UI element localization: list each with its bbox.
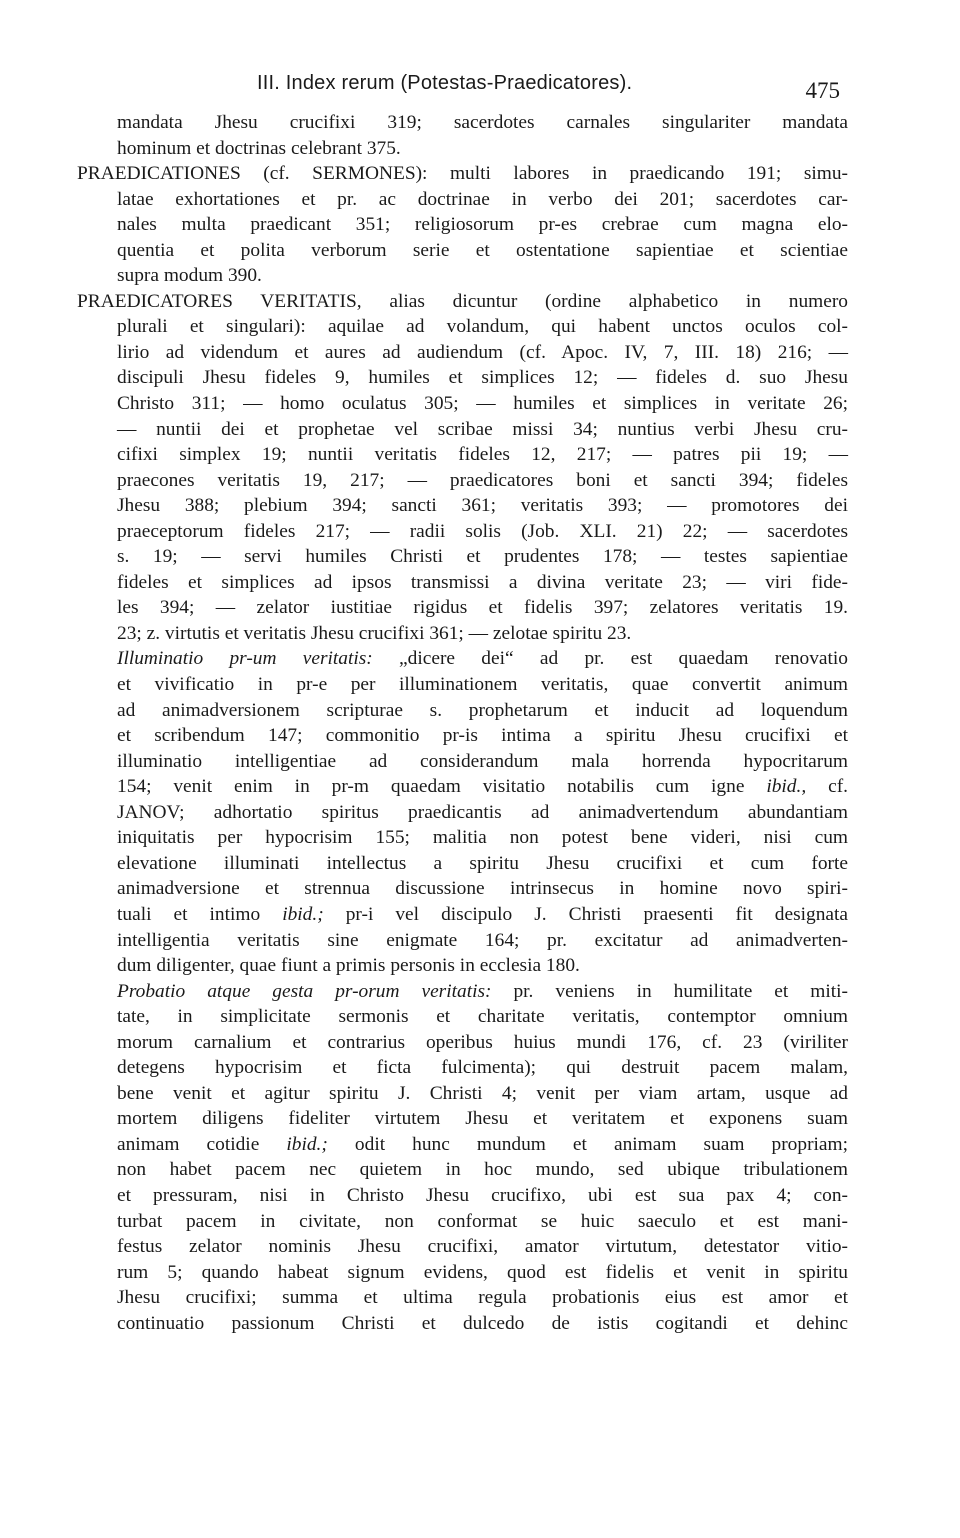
line-text: pr-i vel discipulo J. Christi praesenti fit designata xyxy=(323,903,848,925)
line-text: odit hunc mundum et animam suam propriam; xyxy=(327,1133,848,1155)
text-line xyxy=(117,902,848,928)
text-line: quentia et polita verborum serie et ostentatione sapientiae et scientiae xyxy=(117,239,848,261)
text-line: discipuli Jhesu fideles 9, humiles et simplices 12; — fideles d. suo Jhesu xyxy=(117,367,848,389)
page-header xyxy=(117,70,848,110)
line-text: animam cotidie xyxy=(117,1133,287,1155)
text-line: — nuntii dei et prophetae vel scribae missi 34; nuntius verbi Jhesu cru- xyxy=(117,418,848,440)
text-line: dum diligenter, quae fiunt a primis personis in ecclesia 180. xyxy=(117,955,580,977)
text-line: animadversione et strennua discussione intrinsecus in homine novo spiri- xyxy=(117,878,848,900)
text-line: JANOV; adhortatio spiritus praedicantis ad animadvertendum abundantiam xyxy=(117,801,848,823)
line-text: cf. xyxy=(806,776,849,798)
page-number: 475 xyxy=(805,78,840,103)
text-line xyxy=(117,774,848,800)
text-line: s. 19; — servi humiles Christi et prudentes 178; — testes sapientiae xyxy=(117,546,848,568)
ibid-reference: ibid., xyxy=(766,776,807,798)
text-line: PRAEDICATORES VERITATIS, alias dicuntur (ordine alphabetico in numero xyxy=(77,290,848,312)
text-line: intelligentia veritatis sine enigmate 164; pr. excitatur ad animadverten- xyxy=(117,929,848,951)
text-line: mandata Jhesu crucifixi 319; sacerdotes carnales singulariter mandata xyxy=(117,112,848,133)
text-line: Jhesu crucifixi; summa et ultima regula probationis eius est amor et xyxy=(117,1287,848,1309)
text-line xyxy=(117,646,848,672)
text-line: supra modum 390. xyxy=(117,265,262,287)
index-text xyxy=(77,110,849,1336)
text-line: et pressuram, nisi in Christo Jhesu crucifixo, ubi est sua pax 4; con- xyxy=(117,1184,848,1206)
text-line: continuatio passionum Christi et dulcedo de istis cogitandi et dehinc xyxy=(117,1312,848,1334)
ibid-reference: ibid.; xyxy=(282,903,324,925)
line-text: 154; venit enim in pr-m quaedam visitatio notabilis cum igne xyxy=(117,776,767,798)
text-line: non habet pacem nec quietem in hoc mundo, sed ubique tribulationem xyxy=(117,1159,848,1181)
page xyxy=(77,70,849,1336)
text-line: nales multa praedicant 351; religiosorum pr-es crebrae cum magna elo- xyxy=(117,214,848,236)
text-line: iniquitatis per hypocrisim 155; malitia non potest bene videri, nisi cum xyxy=(117,827,848,849)
text-line: cifixi simplex 19; nuntii veritatis fideles 12, 217; — patres pii 19; — xyxy=(117,444,848,466)
text-line xyxy=(117,979,848,1005)
line-text: tuali et intimo xyxy=(117,903,283,925)
text-line: lirio ad videndum et aures ad audiendum (cf. Apoc. IV, 7, III. 18) 216; — xyxy=(117,341,848,363)
text-line: PRAEDICATIONES (cf. SERMONES): multi labores in praedicando 191; simu- xyxy=(77,163,848,185)
line-text: „dicere dei“ ad pr. est quaedam renovatio xyxy=(372,648,848,670)
text-line: morum carnalium et contrarius operibus huius mundi 176, cf. 23 (viriliter xyxy=(117,1031,848,1053)
text-line xyxy=(117,1132,848,1158)
text-line: Jhesu 388; plebium 394; sancti 361; veritatis 393; — promotores dei xyxy=(117,495,848,517)
text-line: plurali et singulari): aquilae ad volandum, qui habent unctos oculos col- xyxy=(117,316,848,338)
subheading: Illuminatio pr-um veritatis: xyxy=(117,648,373,670)
text-line: praeceptorum fideles 217; — radii solis (Job. XLI. 21) 22; — sacerdotes xyxy=(117,520,848,542)
text-line: et scribendum 147; commonitio pr-is intima a spiritu Jhesu crucifixi et xyxy=(117,725,848,747)
text-line: rum 5; quando habeat signum evidens, quod est fidelis et venit in spiritu xyxy=(117,1261,848,1283)
text-line: illuminatio intelligentiae ad considerandum mala horrenda hypocritarum xyxy=(117,750,848,772)
text-line: mortem diligens fideliter virtutem Jhesu et veritatem et exponens suam xyxy=(117,1108,848,1130)
text-line: tate, in simplicitate sermonis et charitate veritatis, contemptor omnium xyxy=(117,1006,848,1028)
subheading: Probatio atque gesta pr-orum veritatis: xyxy=(117,980,492,1002)
text-line: detegens hypocrisim et ficta fulcimenta); qui destruit pacem malam, xyxy=(117,1057,848,1079)
text-line: latae exhortationes et pr. ac doctrinae in verbo dei 201; sacerdotes car- xyxy=(117,188,848,210)
text-line: turbat pacem in civitate, non conformat se huic saeculo et est mani- xyxy=(117,1210,848,1232)
text-line: elevatione illuminati intellectus a spiritu Jhesu crucifixi et cum forte xyxy=(117,852,848,874)
text-line: 23; z. virtutis et veritatis Jhesu crucifixi 361; — zelotae spiritu 23. xyxy=(117,622,632,644)
text-line: les 394; — zelator iustitiae rigidus et fidelis 397; zelatores veritatis 19. xyxy=(117,597,848,619)
text-line: praecones veritatis 19, 217; — praedicatores boni et sancti 394; fideles xyxy=(117,469,848,491)
text-line: fideles et simplices ad ipsos transmissi a divina veritate 23; — viri fide- xyxy=(117,571,848,593)
text-line: hominum et doctrinas celebrant 375. xyxy=(117,137,401,159)
running-title: III. Index rerum (Potestas-Praedicatores). xyxy=(257,72,633,94)
text-line: Christo 311; — homo oculatus 305; — humiles et simplices in veritate 26; xyxy=(117,393,848,415)
line-text: pr. veniens in humilitate et miti- xyxy=(491,980,848,1002)
text-line: et vivificatio in pr-e per illuminationem veritatis, quae convertit animum xyxy=(117,674,848,696)
text-line: festus zelator nominis Jhesu crucifixi, amator virtutum, detestator vitio- xyxy=(117,1236,848,1258)
ibid-reference: ibid.; xyxy=(286,1133,328,1155)
text-line: bene venit et agitur spiritu J. Christi 4; venit per viam artam, usque ad xyxy=(117,1082,848,1104)
text-line: ad animadversionem scripturae s. prophetarum et inducit ad loquendum xyxy=(117,699,848,721)
